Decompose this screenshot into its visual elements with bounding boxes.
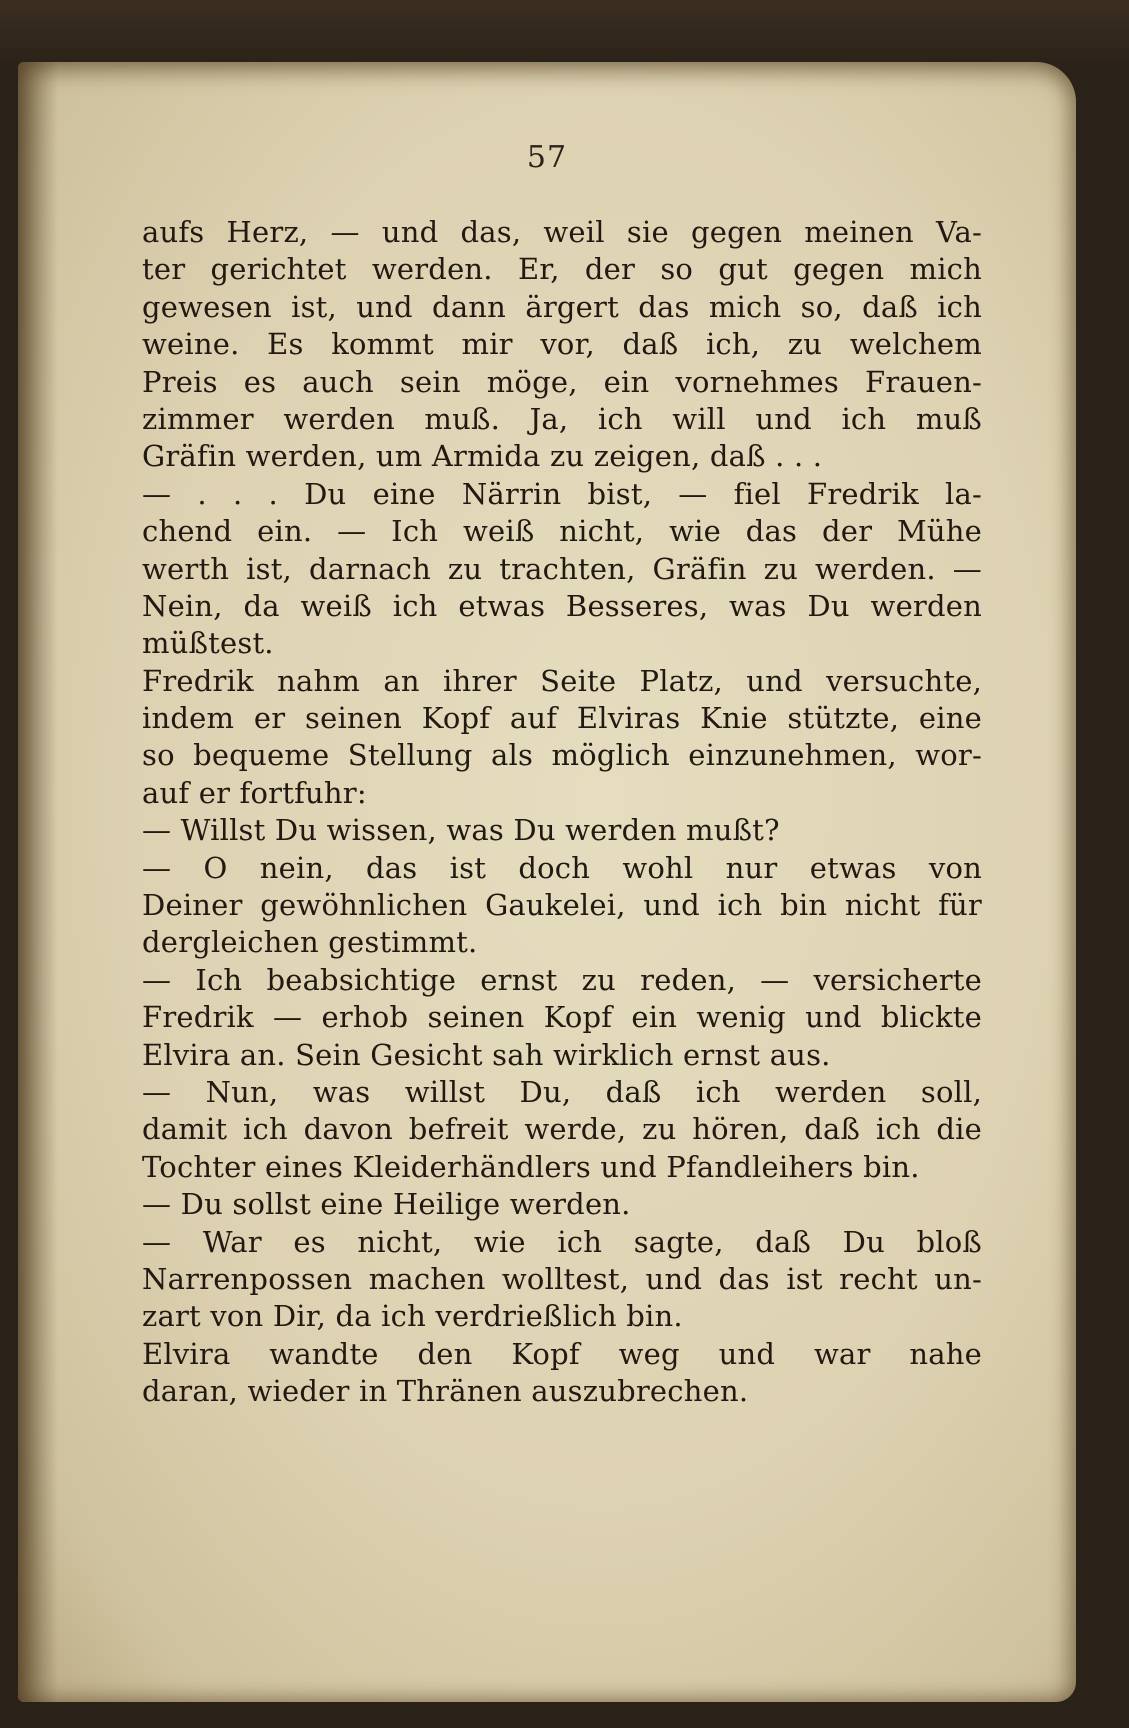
text-line: — Nun, was willst Du, daß ich werden soll,	[142, 1074, 982, 1109]
text-line: chend ein. — Ich weiß nicht, wie das der Mühe	[142, 514, 982, 549]
text-line: indem er seinen Kopf auf Elviras Knie stützte, eine	[142, 701, 982, 736]
text-line: Nein, da weiß ich etwas Besseres, was Du werden	[142, 588, 982, 623]
text-line: aufs Herz, — und das, weil sie gegen meinen Va-	[142, 215, 982, 249]
text-line: gewesen ist, und dann ärgert das mich so, daß ich	[142, 289, 982, 324]
text-line: zimmer werden muß. Ja, ich will und ich muß	[142, 401, 982, 436]
text-line: — Willst Du wissen, was Du werden mußt?	[142, 813, 780, 848]
text-line: — Ich beabsichtige ernst zu reden, — versicherte	[142, 962, 982, 997]
text-line: — Du sollst eine Heilige werden.	[142, 1187, 631, 1222]
spine-shadow	[18, 62, 58, 1702]
text-line: Narrenpossen machen wolltest, und das ist recht un-	[142, 1261, 982, 1296]
text-line: Fredrik nahm an ihrer Seite Platz, und versuchte,	[142, 663, 982, 698]
page-number: 57	[526, 140, 568, 175]
text-line: Elvira an. Sein Gesicht sah wirklich ernst aus.	[142, 1037, 831, 1072]
text-line: so bequeme Stellung als möglich einzunehmen, wor-	[142, 738, 982, 773]
text-line: — . . . Du eine Närrin bist, — fiel Fredrik la-	[142, 476, 982, 511]
text-line: — O nein, das ist doch wohl nur etwas von	[142, 850, 982, 885]
text-line: Deiner gewöhnlichen Gaukelei, und ich bin nicht für	[142, 888, 982, 923]
text-line: Elvira wandte den Kopf weg und war nahe	[142, 1336, 982, 1371]
body-text	[142, 214, 982, 1411]
text-line: auf er fortfuhr:	[142, 775, 367, 810]
text-line: werth ist, darnach zu trachten, Gräfin zu werden. —	[142, 551, 982, 586]
text-line: müßtest.	[142, 626, 274, 661]
text-line: dergleichen gestimmt.	[142, 925, 478, 960]
book-page	[18, 62, 1076, 1702]
text-line: Fredrik — erhob seinen Kopf ein wenig und blickte	[142, 1000, 982, 1035]
text-line: — War es nicht, wie ich sagte, daß Du bloß	[142, 1224, 982, 1259]
text-line: Preis es auch sein möge, ein vornehmes Frauen-	[142, 364, 982, 399]
text-line: zart von Dir, da ich verdrießlich bin.	[142, 1299, 683, 1334]
text-line: ter gerichtet werden. Er, der so gut gegen mich	[142, 252, 982, 287]
text-line: daran, wieder in Thränen auszubrechen.	[142, 1374, 749, 1409]
text-line: weine. Es kommt mir vor, daß ich, zu welchem	[142, 327, 982, 362]
text-line: damit ich davon befreit werde, zu hören, daß ich die	[142, 1112, 982, 1147]
text-line: Gräfin werden, um Armida zu zeigen, daß . . .	[142, 439, 823, 474]
text-line: Tochter eines Kleiderhändlers und Pfandleihers bin.	[142, 1149, 920, 1184]
